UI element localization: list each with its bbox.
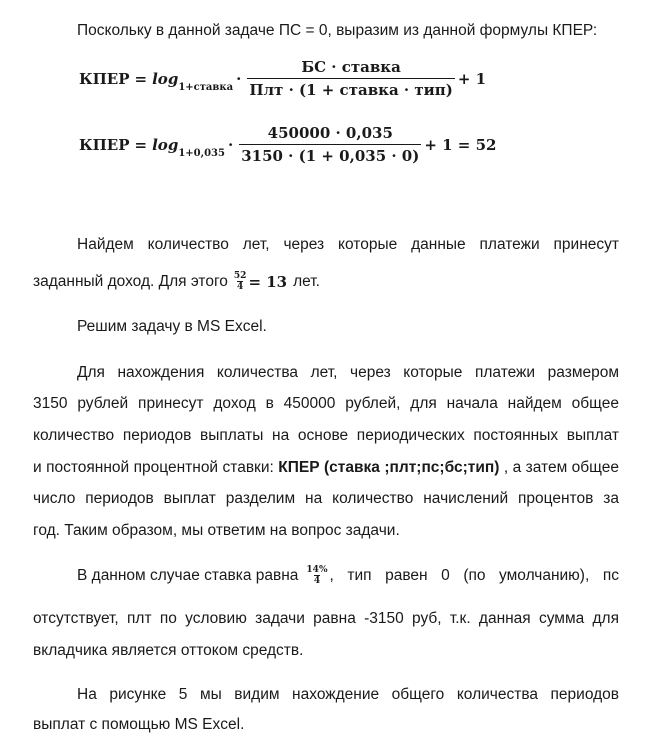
formula1-denominator: Плт · (1 + ставка · тип) [247, 78, 455, 99]
para3-line3: количество периодов выплаты на основе периодических постоянных выплат [33, 427, 619, 444]
para3-line4-post: , а затем общее [503, 459, 619, 476]
formula-kper-general [79, 58, 486, 99]
formula1-numerator: БС · ставка [301, 58, 401, 76]
formula1-dot: · [236, 69, 242, 88]
para4-frac-den: 4 [313, 576, 321, 587]
para1-frac-den: 4 [237, 282, 244, 293]
para1-line2-pre: заданный доход. Для этого [33, 273, 228, 291]
formula2-eq: = [134, 135, 148, 154]
para1-line1: Найдем количество лет, через которые данные платежи принесут [77, 236, 619, 253]
para4-line1-left [77, 566, 330, 587]
para1-line2 [33, 272, 320, 293]
para4-line1-pre: В данном случае ставка равна [77, 567, 299, 585]
para3-kper-function: КПЕР (ставка ;плт;пс;бс;тип) [278, 459, 500, 476]
para1-frac-num: 52 [233, 271, 247, 281]
formula2-tail: + 1 = 52 [424, 135, 497, 154]
para1-eq-value: = 13 [248, 273, 288, 292]
para4-line1 [77, 566, 619, 587]
para3-line6: год. Таким образом, мы ответим на вопрос задачи. [33, 522, 400, 539]
para4-fraction [306, 566, 327, 587]
para3-line5: число периодов выплат разделим на количество начислений процентов за [33, 490, 619, 507]
para1-line2-post: лет. [293, 273, 320, 291]
formula2-dot: · [227, 135, 234, 154]
intro-text: Поскольку в данной задаче ПС = 0, выразим из данной формулы КПЕР: [77, 22, 598, 39]
para1-fraction [234, 272, 247, 293]
para4-frac-num: 14% [306, 565, 328, 575]
para3-line4-pre: и постоянной процентной ставки: [33, 459, 274, 476]
formula1-log: $\log_{1+ставка}$ [152, 69, 234, 93]
formula2-fraction [239, 124, 421, 165]
formula2-log-sub: 1+0,035 [178, 147, 225, 159]
formula2-denominator: 3150 · (1 + 0,035 · 0) [239, 144, 421, 165]
para3-line2: 3150 рублей принесут доход в 450000 рублей, для начала найдем общее [33, 395, 619, 412]
para5-line2: выплат с помощью MS Excel. [33, 716, 245, 733]
para4-line1-post: , тип равен 0 (по умолчанию), пс [329, 567, 619, 585]
para3-line1: Для нахождения количества лет, через которые платежи размером [77, 364, 619, 381]
formula1-log-sub: 1+ставка [178, 81, 234, 93]
formula2-lhs: КПЕР [79, 135, 130, 154]
formula1-fraction [247, 58, 455, 99]
para3-line4 [33, 459, 619, 477]
para4-line2: отсутствует, плт по условию задачи равна -3150 руб, т.к. данная сумма для [33, 610, 619, 627]
formula2-numerator: 450000 · 0,035 [267, 124, 393, 142]
para5-line1: На рисунке 5 мы видим нахождение общего количества периодов [77, 686, 619, 703]
para4-line3: вкладчика является оттоком средств. [33, 642, 304, 659]
formula-kper-values [79, 124, 496, 165]
formula1-eq: = [134, 69, 148, 88]
formula1-lhs: КПЕР [79, 69, 130, 88]
formula2-log: $\log_{1+0,035}$ [152, 135, 225, 159]
para2-text: Решим задачу в MS Excel. [77, 318, 267, 335]
formula1-tail: + 1 [457, 69, 487, 88]
